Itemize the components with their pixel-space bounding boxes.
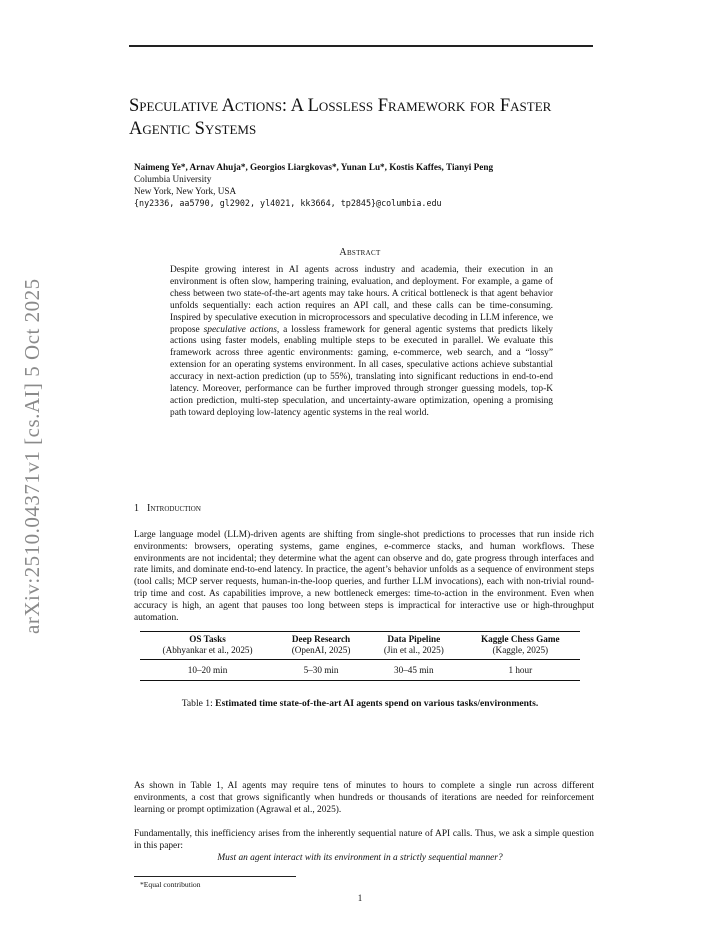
section-heading-introduction [134, 503, 201, 514]
author-affiliation: Columbia University [134, 174, 212, 184]
author-block [134, 161, 493, 209]
intro-paragraph: Large language model (LLM)-driven agents are shifting from single-shot predictions to processes that run inside rich environments: browsers, operating systems, game engines, e-commerce stacks, and human workflows. These environments are not incidental; they determine what the agent can observe and do, gate progress through interfaces and rate limits, and dominate end-to-end latency. In practice, the agent’s behavior unfolds as a sequence of environment steps (tool calls; MCP server requests, human-in-the-loop queries, and further LLM invocations), each with non-trivial round-trip time and cost. As capabilities improve, a new bottleneck emerges: time-to-action in the environment. Even when accuracy is high, an agent that pauses too long between steps is impractical for interactive use or high-throughput automation. [134, 530, 594, 623]
page-number: 1 [357, 893, 363, 903]
table-citation-data-pipeline[interactable]: (Jin et al., 2025) [367, 645, 461, 660]
author-emails[interactable]: {ny2336, aa5790, gl2902, yl4021, kk3664, tp2845}@columbia.edu [134, 198, 442, 208]
table-caption-text: Estimated time state-of-the-art AI agents spend on various tasks/environments. [215, 698, 539, 709]
table-citation-row [140, 645, 580, 660]
table-cell-kaggle-chess: 1 hour [508, 665, 533, 675]
title-line-2: Agentic Systems [129, 119, 257, 139]
table-header-kaggle-chess: Kaggle Chess Game [481, 634, 560, 644]
table-caption [0, 698, 720, 709]
table-caption-label: Table 1: [181, 698, 216, 709]
table-1 [140, 631, 580, 681]
author-names: Naimeng Ye*, Arnav Ahuja*, Georgios Liargkovas*, Yunan Lu*, Kostis Kaffes, Tianyi Peng [134, 162, 494, 172]
table-header-os-tasks: OS Tasks [189, 634, 226, 644]
table-cell-deep-research: 5–30 min [303, 665, 339, 675]
author-location: New York, New York, USA [134, 186, 237, 196]
table-citation-os-tasks[interactable]: (Abhyankar et al., 2025) [140, 645, 275, 660]
arxiv-identifier[interactable]: arXiv:2510.04371v1 [cs.AI] 5 Oct 2025 [20, 278, 44, 634]
table-row [140, 660, 580, 681]
table-cell-os-tasks: 10–20 min [187, 665, 228, 675]
title-line-1: Speculative Actions: A Lossless Framework for Faster [129, 96, 552, 116]
abstract-body [170, 265, 553, 420]
table-header-deep-research: Deep Research [291, 634, 351, 644]
top-rule [129, 45, 593, 47]
section-number: 1 [134, 503, 139, 514]
paragraph-3: Fundamentally, this inefficiency arises from the inherently sequential nature of API calls. Thus, we ask a simple question in this paper: [134, 829, 594, 851]
table-cell-data-pipeline: 30–45 min [394, 665, 434, 675]
table-header-data-pipeline: Data Pipeline [387, 634, 441, 644]
table-citation-deep-research[interactable]: (OpenAI, 2025) [275, 645, 367, 660]
table-header-row [140, 632, 580, 646]
section-title: Introduction [147, 503, 201, 514]
abstract-text-start: Despite growing interest in AI agents across industry and academia, their execution in an environment is often slow, hampering training, evaluation, and deployment. For example, a game of chess between two state-of-the-art agents may take hours. A critical bottleneck is that agent behavior unfolds sequentially: each action requires an API call, and these calls can be time-consuming. Inspired by speculative execution in microprocessors and speculative decoding in LLM inference, we propose [170, 265, 553, 335]
abstract-text-end: , a lossless framework for general agentic systems that predicts likely actions using faster models, enabling multiple steps to be executed in parallel. We evaluate this framework across three agentic environments: gaming, e-commerce, web search, and a “lossy” extension for an operating systems environment. In all cases, speculative actions achieve substantial accuracy in next-action prediction (up to 55%), translating into significant reductions in end-to-end latency. Moreover, performance can be further improved through stronger guessing models, top-K action prediction, multi-step speculation, and uncertainty-aware optimization, opening a promising path toward deploying low-latency agentic systems in the real world. [170, 324, 553, 418]
footnote-rule [134, 876, 296, 877]
table-citation-kaggle-chess[interactable]: (Kaggle, 2025) [461, 645, 580, 660]
research-question: Must an agent interact with its environment in a strictly sequential manner? [217, 853, 503, 863]
paper-title [129, 95, 599, 141]
abstract-heading: Abstract [339, 247, 381, 258]
footnote: *Equal contribution [140, 880, 201, 889]
paragraph-2: As shown in Table 1, AI agents may require tens of minutes to hours to complete a single run across different environments, a cost that grows significantly when hundreds or thousands of iterations are needed for reinforcement learning or prompt optimization (Agrawal et al., 2025). [134, 781, 594, 815]
abstract-emphasis: speculative actions [203, 324, 277, 335]
